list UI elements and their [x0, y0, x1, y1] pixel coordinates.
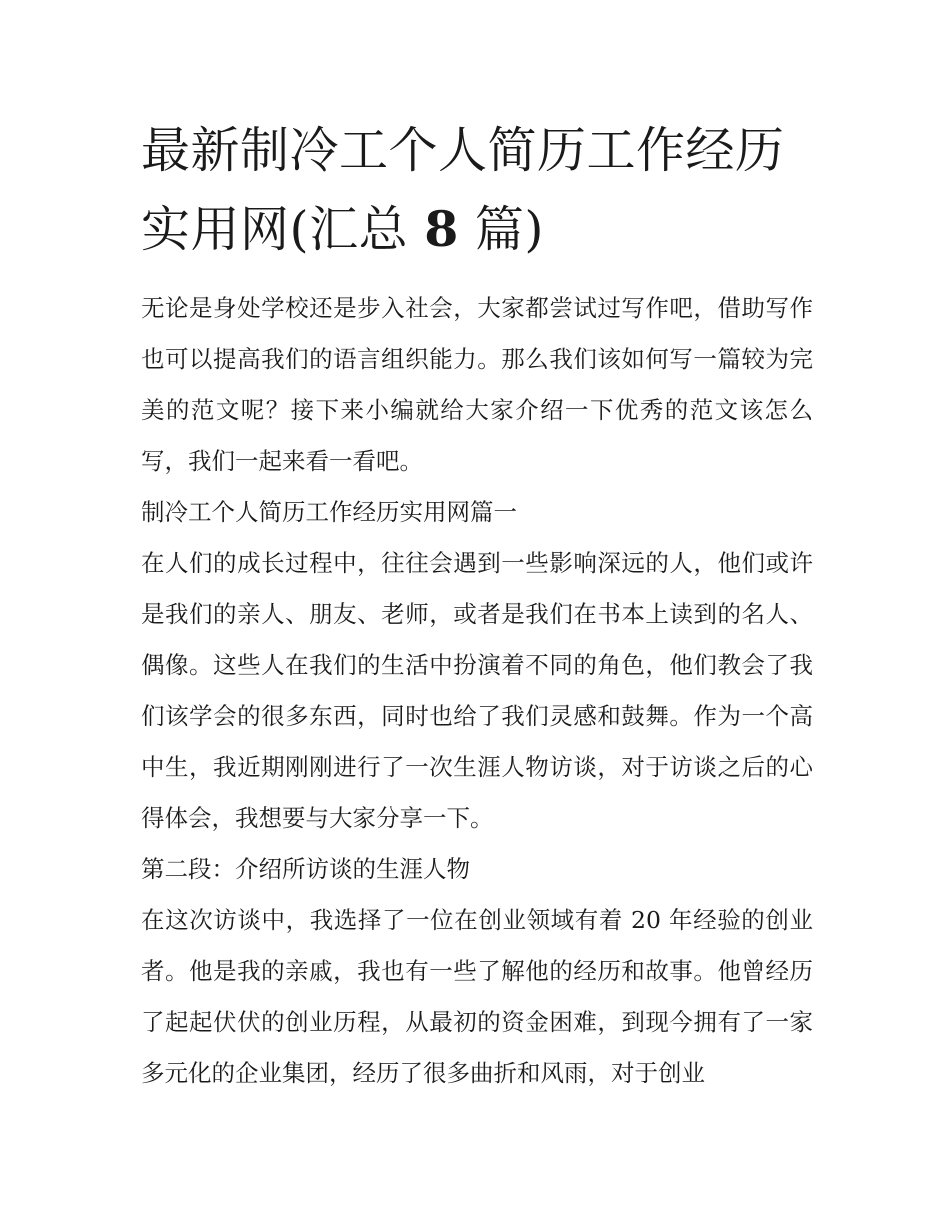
title-line-2-suffix: 篇) [458, 201, 545, 258]
document-page [141, 112, 813, 1099]
title-line-2-number: 8 [424, 200, 459, 258]
title-line-1: 最新制冷工个人简历工作经历 [141, 122, 785, 179]
intro-paragraph: 无论是身处学校还是步入社会，大家都尝试过写作吧，借助写作也可以提高我们的语言组织能力。那么我们该如何写一篇较为完美的范文呢？接下来小编就给大家介绍一下优秀的范文该怎么写，我们一起来看一看吧。 [141, 294, 813, 475]
document-title [141, 112, 813, 269]
body-paragraph: 在人们的成长过程中，往往会遇到一些影响深远的人，他们或许是我们的亲人、朋友、老师，或者是我们在书本上读到的名人、偶像。这些人在我们的生活中扮演着不同的角色，他们教会了我们该学会的很多东西，同时也给了我们灵感和鼓舞。作为一个高中生，我近期刚刚进行了一次生涯人物访谈，对于访谈之后的心得体会，我想要与大家分享一下。 [141, 549, 813, 832]
document-body [141, 283, 813, 1099]
body-paragraph: 在这次访谈中，我选择了一位在创业领域有着 20 年经验的创业者。他是我的亲戚，我也有一些了解他的经历和故事。他曾经历了起起伏伏的创业历程，从最初的资金困难，到现今拥有了一家多元化的企业集团，经历了很多曲折和风雨，对于创业 [141, 906, 813, 1087]
title-line-2-prefix: 实用网(汇总 [141, 201, 425, 258]
section-heading-1: 制冷工个人简历工作经历实用网篇一 [141, 498, 517, 526]
section-heading-2: 第二段：介绍所访谈的生涯人物 [141, 855, 470, 883]
